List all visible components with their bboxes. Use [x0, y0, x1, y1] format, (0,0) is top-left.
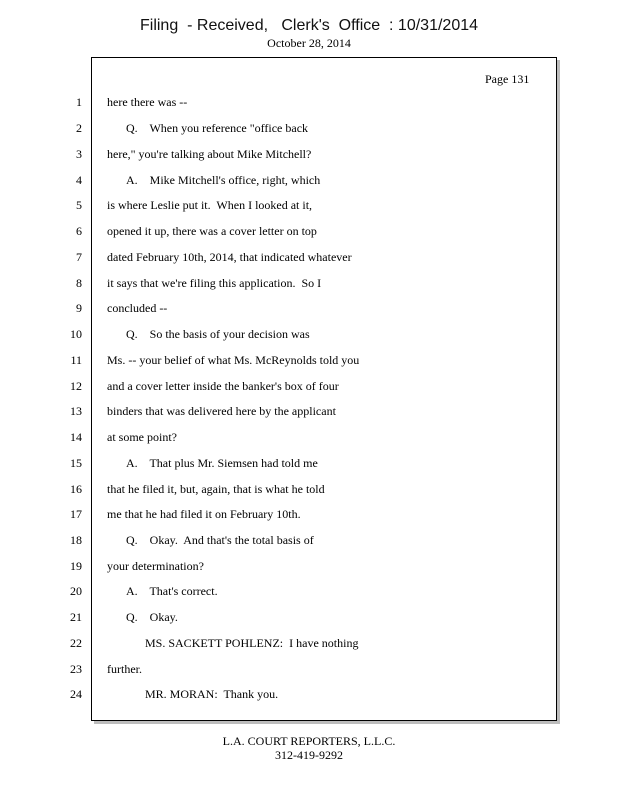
line-number: 5: [76, 198, 82, 212]
line-number: 2: [76, 121, 82, 135]
line-number: 18: [70, 533, 82, 547]
transcript-line: A. Mike Mitchell's office, right, which: [126, 173, 321, 187]
line-number: 10: [70, 327, 82, 341]
line-number: 24: [70, 687, 82, 701]
transcript-line: MR. MORAN: Thank you.: [145, 687, 279, 701]
transcript-line: A. That plus Mr. Siemsen had told me: [126, 456, 318, 470]
transcript-line: opened it up, there was a cover letter on top: [107, 224, 317, 238]
line-number: 11: [70, 353, 82, 367]
line-number: 1: [76, 95, 82, 109]
transcript-line: Q. Okay.: [126, 610, 178, 624]
line-number: 15: [70, 456, 82, 470]
transcript-line: dated February 10th, 2014, that indicated whatever: [107, 250, 352, 264]
line-number: 14: [70, 430, 82, 444]
transcript-line: further.: [107, 662, 142, 676]
transcript-line: me that he had filed it on February 10th.: [107, 507, 301, 521]
line-number: 23: [70, 662, 82, 676]
line-number: 19: [70, 559, 82, 573]
transcript-line: that he filed it, but, again, that is what he told: [107, 482, 325, 496]
transcript-line: it says that we're filing this application. So I: [107, 276, 322, 290]
line-number: 22: [70, 636, 82, 650]
transcript-line: Ms. -- your belief of what Ms. McReynolds told you: [107, 353, 360, 367]
filing-stamp: Filing - Received, Clerk's Office : 10/31/2014: [139, 17, 479, 34]
transcript-line: here," you're talking about Mike Mitchell?: [107, 147, 312, 161]
transcript-line: and a cover letter inside the banker's box of four: [107, 379, 339, 393]
transcript-line: A. That's correct.: [126, 584, 218, 598]
transcript-line: your determination?: [107, 559, 204, 573]
line-number: 20: [70, 584, 82, 598]
line-number: 13: [70, 404, 82, 418]
transcript-line: here there was --: [107, 95, 188, 109]
transcript-line: Q. When you reference "office back: [126, 121, 309, 135]
line-number: 17: [70, 507, 82, 521]
line-number: 8: [76, 276, 82, 290]
transcript-line: MS. SACKETT POHLENZ: I have nothing: [145, 636, 359, 650]
line-number: 4: [76, 173, 82, 187]
reporter-company: L.A. COURT REPORTERS, L.L.C.: [222, 734, 396, 748]
line-number: 3: [76, 147, 82, 161]
transcript-line: binders that was delivered here by the applicant: [107, 404, 336, 418]
line-number: 9: [76, 301, 82, 315]
transcript-line: Q. So the basis of your decision was: [126, 327, 310, 341]
line-number: 21: [70, 610, 82, 624]
line-number: 6: [76, 224, 82, 238]
transcript-line: Q. Okay. And that's the total basis of: [126, 533, 314, 547]
transcript-line: concluded --: [107, 301, 168, 315]
page-number: Page 131: [485, 72, 530, 86]
transcript-line: at some point?: [107, 430, 177, 444]
transcript-date: October 28, 2014: [267, 36, 351, 50]
reporter-phone: 312-419-9292: [275, 748, 343, 762]
line-number: 16: [70, 482, 82, 496]
line-number: 12: [70, 379, 82, 393]
transcript-line: is where Leslie put it. When I looked at it,: [107, 198, 313, 212]
line-number: 7: [76, 250, 82, 264]
